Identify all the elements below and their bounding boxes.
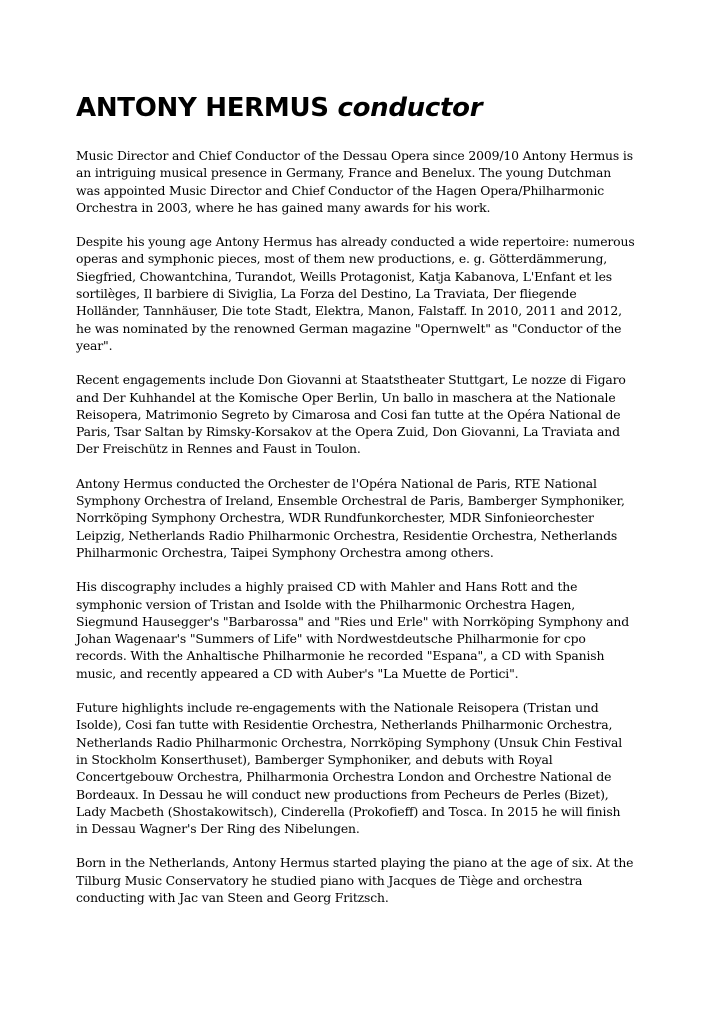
text-line: Tilburg Music Conservatory he studied piano with Jacques de Tiège and orchestra: [76, 872, 583, 888]
text-line: Siegfried, Chowantchina, Turandot, Weills Protagonist, Katja Kabanova, L'Enfant et les: [76, 268, 612, 284]
paragraph: [76, 854, 646, 906]
text-line: Concertgebouw Orchestra, Philharmonia Orchestra London and Orchestre National de: [76, 769, 612, 785]
body-text: [76, 147, 646, 906]
paragraph: [76, 699, 646, 837]
text-line: Der Freischütz in Rennes and Faust in Toulon.: [76, 441, 361, 457]
text-line: Paris, Tsar Saltan by Rimsky-Korsakov at the Opera Zuid, Don Giovanni, La Traviata and: [76, 424, 620, 440]
text-line: Symphony Orchestra of Ireland, Ensemble Orchestral de Paris, Bamberger Symphoniker,: [76, 493, 625, 509]
text-line: Future highlights include re-engagements with the Nationale Reisopera (Tristan und: [76, 700, 599, 716]
text-line: Holländer, Tannhäuser, Die tote Stadt, Elektra, Manon, Falstaff. In 2010, 2011 and 2012,: [76, 303, 622, 319]
paragraph: [76, 233, 646, 354]
text-line: symphonic version of Tristan and Isolde with the Philharmonic Orchestra Hagen,: [76, 596, 576, 612]
text-line: Leipzig, Netherlands Radio Philharmonic Orchestra, Residentie Orchestra, Netherlands: [76, 527, 618, 543]
text-line: Orchestra in 2003, where he has gained many awards for his work.: [76, 199, 491, 215]
text-line: year".: [76, 337, 113, 353]
text-line: Antony Hermus conducted the Orchester de l'Opéra National de Paris, RTE National: [76, 475, 597, 491]
text-line: Lady Macbeth (Shostakowitsch), Cinderella (Prokofieff) and Tosca. In 2015 he will finish: [76, 803, 621, 819]
paragraph: [76, 475, 646, 561]
text-line: and Der Kuhhandel at the Komische Oper Berlin, Un ballo in maschera at the Nationale: [76, 389, 616, 405]
document-page: [76, 88, 646, 923]
text-line: operas and symphonic pieces, most of them new productions, e. g. Götterdämmerung,: [76, 251, 608, 267]
text-line: in Dessau Wagner's Der Ring des Nibelungen.: [76, 821, 360, 837]
text-line: Born in the Netherlands, Antony Hermus started playing the piano at the age of six. At the: [76, 855, 634, 871]
text-line: he was nominated by the renowned German magazine "Opernwelt" as "Conductor of the: [76, 320, 622, 336]
text-line: Norrköping Symphony Orchestra, WDR Rundfunkorchester, MDR Sinfonieorchester: [76, 510, 594, 526]
text-line: an intriguing musical presence in Germany, France and Benelux. The young Dutchman: [76, 165, 612, 181]
text-line: Bordeaux. In Dessau he will conduct new productions from Pecheurs de Perles (Bizet),: [76, 786, 609, 802]
text-line: Despite his young age Antony Hermus has already conducted a wide repertoire: numerous: [76, 234, 635, 250]
text-line: Philharmonic Orchestra, Taipei Symphony Orchestra among others.: [76, 544, 494, 560]
paragraph: [76, 147, 646, 216]
text-line: Johan Wagenaar's "Summers of Life" with Nordwestdeutsche Philharmonie for cpo: [76, 631, 586, 647]
text-line: Reisopera, Matrimonio Segreto by Cimarosa and Cosi fan tutte at the Opéra National de: [76, 406, 621, 422]
text-line: was appointed Music Director and Chief Conductor of the Hagen Opera/Philharmonic: [76, 182, 605, 198]
text-line: Recent engagements include Don Giovanni at Staatstheater Stuttgart, Le nozze di Figaro: [76, 372, 626, 388]
text-line: music, and recently appeared a CD with Auber's "La Muette de Portici".: [76, 665, 519, 681]
paragraph: [76, 371, 646, 457]
text-line: sortilèges, Il barbiere di Siviglia, La Forza del Destino, La Traviata, Der fliegende: [76, 286, 577, 302]
text-line: conducting with Jac van Steen and Georg Fritzsch.: [76, 889, 389, 905]
text-line: records. With the Anhaltische Philharmonie he recorded "Espana", a CD with Spanish: [76, 648, 605, 664]
title-name: ANTONY HERMUS: [76, 93, 329, 123]
paragraph: [76, 578, 646, 682]
text-line: Music Director and Chief Conductor of the Dessau Opera since 2009/10 Antony Hermus is: [76, 148, 633, 163]
text-line: in Stockholm Konserthuset), Bamberger Symphoniker, and debuts with Royal: [76, 751, 553, 767]
title-role: conductor: [337, 93, 483, 123]
page-title: [76, 88, 646, 128]
text-line: Isolde), Cosi fan tutte with Residentie Orchestra, Netherlands Philharmonic Orchestra,: [76, 717, 613, 733]
text-line: His discography includes a highly praised CD with Mahler and Hans Rott and the: [76, 579, 578, 595]
text-line: Netherlands Radio Philharmonic Orchestra, Norrköping Symphony (Unsuk Chin Festival: [76, 734, 623, 750]
text-line: Siegmund Hausegger's "Barbarossa" and "Ries und Erle" with Norrköping Symphony and: [76, 613, 629, 629]
